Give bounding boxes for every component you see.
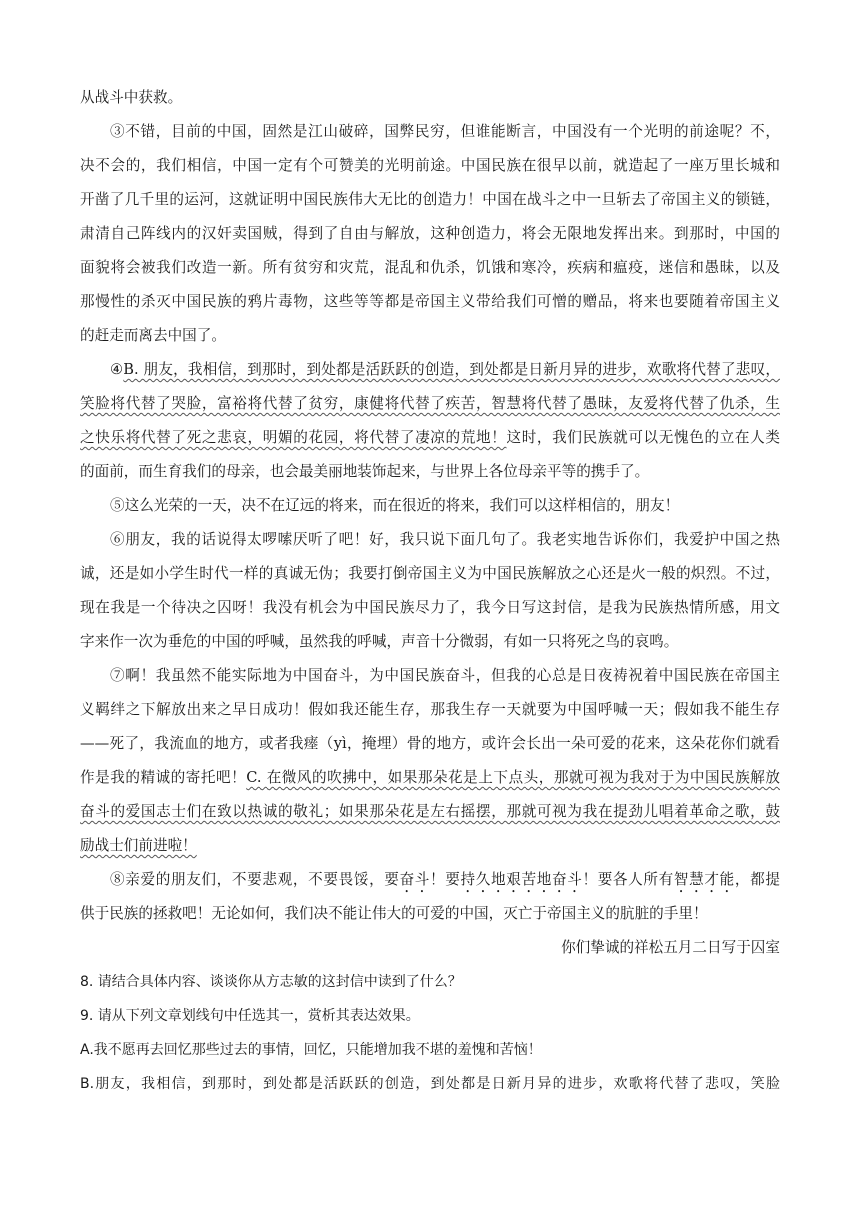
paragraph-8-text: ！要 — [430, 871, 461, 888]
underlined-sentence-c: 奋斗的爱国志士们在致以热诚的敬礼；如果那朵花是左右摇摆，那就可视为我在提劲儿唱着革命之歌，鼓 — [80, 803, 780, 820]
question-9: 9. 请从下列文章划线句中任选其一，赏析其表达效果。 — [80, 1008, 420, 1024]
paragraph-3-line: ③不错，目前的中国，固然是江山破碎，国弊民穷，但谁能断言，中国没有一个光明的前途呢？不， — [110, 123, 780, 140]
paragraph-number: ④ — [110, 361, 124, 378]
paragraph-8-text: ！要各人所有 — [582, 871, 674, 888]
emphasized-word: 智慧才能 — [673, 871, 735, 888]
paragraph-6-line: 现在我是一个待决之囚呀！我没有机会为中国民族尽力了，我今日写这封信，是我为民族热情所感，用文 — [80, 599, 780, 616]
paragraph-6-line: ⑥朋友，我的话说得太啰嗦厌听了吧！好，我只说下面几句了。我老实地告诉你们，我爱护中国之热 — [110, 531, 780, 548]
paragraph-7-text: 作是我的精诚的寄托吧！ — [80, 769, 247, 786]
option-a: A.我不愿再去回忆那些过去的事情，回忆，只能增加我不堪的羞愧和苦恼！ — [80, 1042, 542, 1058]
paragraph-4-line: 的面前，而生育我们的母亲，也会最美丽地装饰起来，与世界上各位母亲平等的携手了。 — [80, 463, 650, 480]
emphasized-word: 奋斗 — [399, 871, 431, 888]
paragraph-7-line: 义羁绊之下解放出来之早日成功！假如我还能生存，那我生存一天就要为中国呼喊一天；假如我不能生存 — [80, 701, 780, 718]
paragraph-7-line — [80, 836, 780, 856]
paragraph-7-line — [80, 802, 780, 822]
paragraph-3-line: 开凿了几千里的运河，这就证明中国民族伟大无比的创造力！中国在战斗之中一旦斩去了帝国主义的锁链， — [80, 191, 780, 208]
paragraph-6-line: 字来作一次为垂危的中国的呼喊，虽然我的呼喊，声音十分微弱，有如一只将死之鸟的哀鸣。 — [80, 633, 679, 650]
question-8: 8. 请结合具体内容、谈谈你从方志敏的这封信中读到了什么？ — [80, 974, 462, 990]
paragraph-5: ⑤这么光荣的一天，决不在辽远的将来，而在很近的将来，我们可以这样相信的，朋友！ — [110, 497, 680, 514]
underlined-sentence-c: 励战士们前进啦！ — [80, 837, 197, 854]
paragraph-8-text: ⑧亲爱的朋友们，不要悲观，不要畏馁，要 — [110, 871, 400, 888]
paragraph-4-line — [80, 394, 780, 414]
underlined-sentence-b: 笑脸将代替了哭脸，富裕将代替了贫穷，康健将代替了疾苦，智慧将代替了愚昧，友爱将代替了仇杀，生 — [80, 395, 780, 412]
paragraph-4-line — [80, 360, 780, 380]
underlined-sentence-c: C. 在微风的吹拂中，如果那朵花是上下点头，那就可视为我对于为中国民族解放 — [246, 769, 780, 786]
paragraph-7-line: ——死了，我流血的地方，或者我瘗（yì，掩埋）骨的地方，或许会长出一朵可爱的花来，这朵花你们就看 — [80, 735, 780, 752]
emphasized-word: 持久地艰苦地奋斗 — [460, 871, 583, 888]
underlined-sentence-b: 之快乐将代替了死之悲哀，明媚的花园，将代替了凄凉的荒地！ — [80, 429, 507, 446]
underlined-sentence-b: B. 朋友，我相信，到那时，到处都是活跃跃的创造，到处都是日新月异的进步，欢歌将代替了悲叹， — [123, 361, 780, 378]
paragraph-4-text: 这时，我们民族就可以无愧色的立在人类 — [506, 429, 780, 446]
paragraph-3-line: 那慢性的杀灭中国民族的鸦片毒物，这些等等都是帝国主义带给我们可憎的赠品，将来也要随着帝国主义 — [80, 293, 780, 310]
paragraph-4-line — [80, 428, 780, 448]
paragraph-7-line: ⑦啊！我虽然不能实际地为中国奋斗，为中国民族奋斗，但我的心总是日夜祷祝着中国民族在帝国主 — [110, 667, 780, 684]
paragraph-8-text: ，都提 — [734, 871, 780, 888]
paragraph-3-line: 决不会的，我们相信，中国一定有个可赞美的光明前途。中国民族在很早以前，就造起了一座万里长城和 — [80, 157, 780, 174]
paragraph-3-line: 肃清自己阵线内的汉奸卖国贼，得到了自由与解放，这种创造力，将会无限地发挥出来。到那时，中国的 — [80, 225, 780, 242]
paragraph-8-line: 供于民族的拯救吧！无论如何，我们决不能让伟大的可爱的中国，灭亡于帝国主义的肮脏的手里！ — [80, 905, 708, 922]
paragraph-2-end: 从战斗中获救。 — [80, 89, 183, 106]
paragraph-7-line — [80, 768, 780, 788]
paragraph-3-line: 面貌将会被我们改造一新。所有贫穷和灾荒，混乱和仇杀，饥饿和寒冷，疾病和瘟疫，迷信和愚昧，以及 — [80, 259, 780, 276]
option-b: B.朋友，我相信，到那时，到处都是活跃跃的创造，到处都是日新月异的进步，欢歌将代替了悲叹，笑脸 — [80, 1076, 780, 1092]
paragraph-8-line — [80, 870, 780, 896]
paragraph-3-line: 的赶走而离去中国了。 — [80, 327, 226, 344]
letter-signature: 你们挚诚的祥松五月二日写于囚室 — [561, 939, 780, 956]
paragraph-6-line: 诚，还是如小学生时代一样的真诚无伪；我要打倒帝国主义为中国民族解放之心还是火一般的炽烈。不过， — [80, 565, 780, 582]
